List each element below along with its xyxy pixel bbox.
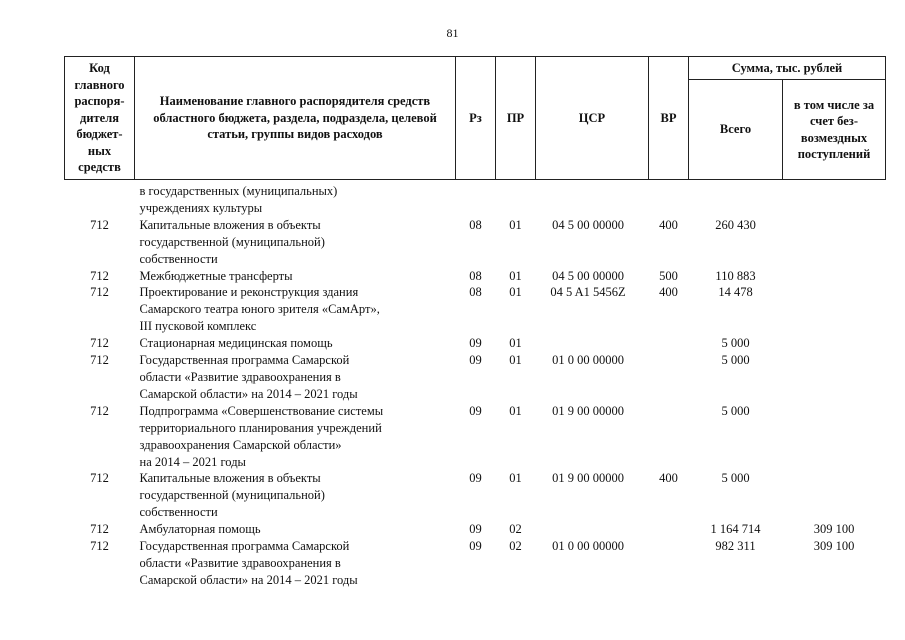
cell-code: 712 [90,522,109,537]
cell-vr [649,180,689,217]
header-rz: Рз [456,57,496,180]
cell-total: 1 164 714 [710,522,761,537]
table-row [65,403,886,471]
page-number: 81 [446,26,459,40]
cell-total: 5 000 [721,336,750,351]
cell-csr [536,180,649,217]
cell-vr: 400 [659,471,678,486]
cell-rz: 09 [469,353,482,368]
table-row [65,521,886,538]
cell-total [689,180,783,217]
cell-vr: 500 [659,268,678,283]
cell-pr: 01 [509,471,522,486]
cell-name: Государственная программа Самарской области «Развитие здравоохранения в Самарской области» на 2014 – 2021 годы [139,539,358,587]
cell-name: Капитальные вложения в объекты государственной (муниципальной) собственности [139,471,325,520]
cell-code: 712 [90,336,109,351]
cell-csr [536,521,649,538]
cell-gratuitous: 309 100 [813,522,855,537]
budget-table [64,56,886,589]
cell-total: 5 000 [721,353,750,368]
table-row [65,335,886,352]
table-row [65,538,886,589]
table-row [65,217,886,268]
header-vr: ВР [649,57,689,180]
cell-csr [536,335,649,352]
cell-gratuitous [783,335,886,352]
cell-total: 14 478 [718,285,753,300]
cell-vr: 400 [659,285,678,300]
cell-vr [649,521,689,538]
cell-total: 110 883 [715,268,756,283]
cell-code: 712 [90,285,109,300]
cell-gratuitous: 309 100 [813,539,855,554]
cell-name: Капитальные вложения в объекты государственной (муниципальной) собственности [139,217,325,266]
cell-gratuitous [783,217,886,268]
cell-rz: 08 [469,285,482,300]
cell-code: 712 [90,353,109,368]
cell-name: в государственных (муниципальных) учреждениях культуры [139,184,338,215]
cell-rz: 08 [469,268,482,283]
cell-vr [649,335,689,352]
cell-vr [649,352,689,403]
cell-rz: 09 [469,471,482,486]
cell-vr [649,538,689,589]
cell-name: Амбулаторная помощь [139,522,261,537]
cell-total: 260 430 [715,217,756,232]
table-row [65,352,886,403]
cell-name: Подпрограмма «Совершенствование системы территориального планирования учреждений здравоохранения Самарской области» на 2014 – 2021 годы [139,403,384,469]
cell-code [65,180,135,217]
cell-pr: 01 [509,285,522,300]
cell-pr [496,180,536,217]
cell-total: 5 000 [721,471,750,486]
cell-code: 712 [90,403,109,418]
cell-gratuitous [783,403,886,471]
cell-rz: 09 [469,539,482,554]
cell-gratuitous [783,284,886,335]
header-name: Наименование главного распорядителя средств областного бюджета, раздела, подраздела, целевой статьи, группы видов расходов [135,57,456,180]
cell-rz: 09 [469,403,482,418]
header-code: Код главного распоря-дителя бюджет-ных средств [65,57,135,180]
table-row [65,268,886,285]
cell-gratuitous [783,268,886,285]
table-row [65,284,886,335]
cell-rz: 09 [469,336,482,351]
header-pr: ПР [496,57,536,180]
cell-rz: 08 [469,217,482,232]
cell-code: 712 [90,217,109,232]
cell-name: Государственная программа Самарской области «Развитие здравоохранения в Самарской области» на 2014 – 2021 годы [139,353,358,401]
cell-pr: 01 [509,268,522,283]
cell-pr: 02 [509,539,522,554]
cell-csr: 04 5 00 00000 [552,268,624,283]
cell-csr: 01 0 00 00000 [552,539,624,554]
cell-csr: 04 5 A1 5456Z [550,285,626,300]
table-row [65,470,886,521]
table-row [65,180,886,217]
cell-code: 712 [90,539,109,554]
cell-pr: 01 [509,353,522,368]
cell-pr: 01 [509,403,522,418]
cell-rz [456,180,496,217]
cell-vr [649,403,689,471]
cell-pr: 01 [509,217,522,232]
cell-code: 712 [90,471,109,486]
cell-gratuitous [783,180,886,217]
cell-gratuitous [783,470,886,521]
cell-pr: 01 [509,336,522,351]
cell-name: Межбюджетные трансферты [139,268,293,283]
table-body [65,180,886,589]
cell-code: 712 [90,268,109,283]
cell-csr: 01 0 00 00000 [552,353,624,368]
cell-rz: 09 [469,522,482,537]
cell-csr: 04 5 00 00000 [552,217,624,232]
cell-vr: 400 [659,217,678,232]
cell-name: Проектирование и реконструкция здания Самарского театра юного зрителя «СамАрт», III пусковой комплекс [139,285,380,334]
cell-total: 5 000 [721,403,750,418]
header-gratuitous: в том числе за счет без-возмездных поступлений [783,80,886,180]
header-sum: Сумма, тыс. рублей [689,57,886,80]
cell-gratuitous [783,352,886,403]
cell-name: Стационарная медицинская помощь [139,336,333,351]
cell-csr: 01 9 00 00000 [552,403,624,418]
cell-pr: 02 [509,522,522,537]
header-total: Всего [689,80,783,180]
header-csr: ЦСР [536,57,649,180]
cell-total: 982 311 [715,539,756,554]
cell-csr: 01 9 00 00000 [552,471,624,486]
